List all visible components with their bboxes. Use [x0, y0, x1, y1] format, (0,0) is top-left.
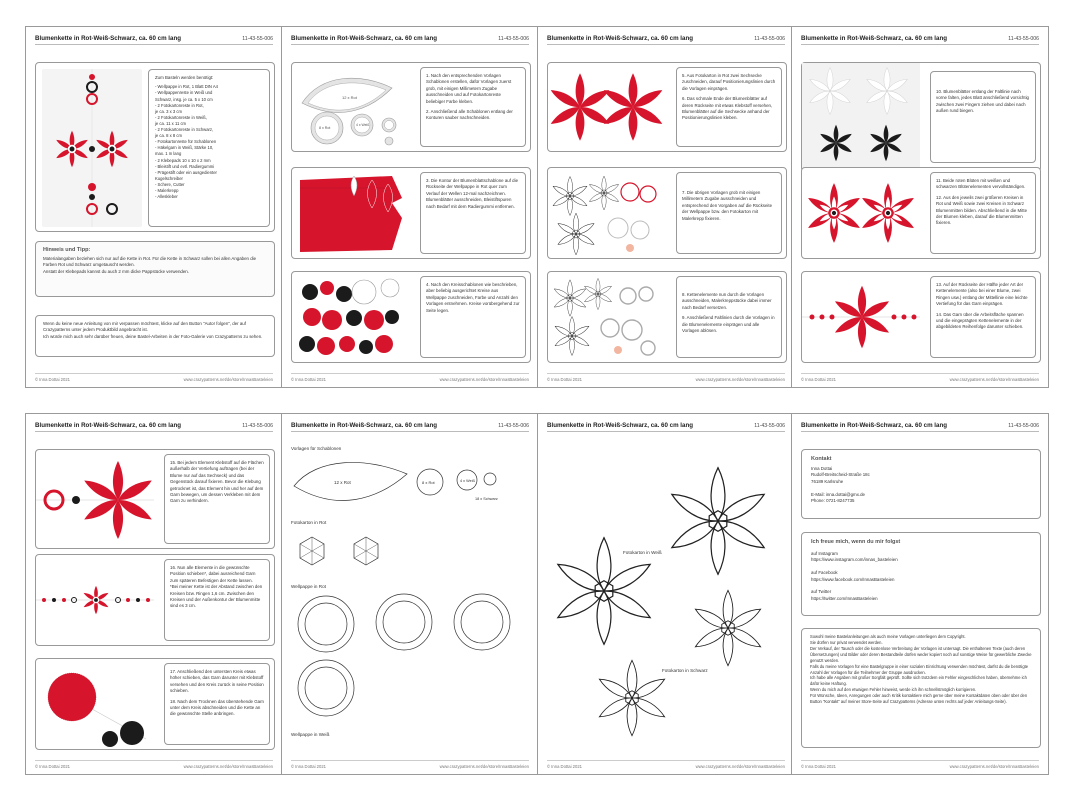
step-row-2: [35, 554, 275, 646]
step-row-3: [35, 658, 275, 750]
page-title: Blumenkette in Rot-Weiß-Schwarz, ca. 60 cm lang: [547, 35, 694, 42]
page-title: Blumenkette in Rot-Weiß-Schwarz, ca. 60 cm lang: [35, 422, 182, 429]
circle-label-1: 8 x Rot: [319, 126, 331, 130]
label-foto-rot: Fotokarton in Rot: [291, 520, 327, 525]
step-14: 14. Das Garn über die Arbeitsfläche spannen und die eingeprägten Kettenelemente in der abgebildeten Reihenfolge darunter schieben.: [936, 311, 1024, 330]
template-c18-label: 18 x Schwarz: [475, 497, 498, 501]
page-title: Blumenkette in Rot-Weiß-Schwarz, ca. 60 cm lang: [291, 35, 438, 42]
page-title: Blumenkette in Rot-Weiß-Schwarz, ca. 60 cm lang: [547, 422, 694, 429]
step-text-box: [420, 67, 526, 147]
step-7: 7. Die übrigen Vorlagen grob mit einigen Millimetern Zugabe ausschneiden und entsprechend den Vorgaben auf die Rückseite der Wellpappe bzw. den Fotokarton mit Malerkrepp fixieren.: [682, 190, 773, 221]
copyright-text: Sowohl meine Bastelanleitungen als auch meine Vorlagen unterliegen dem Copyright. Sie dürfen nur privat verwendet werden. Der Verkauf, der Tausch oder die kostenlose Verbreitung der Vorlagen ist untersagt. Die enthaltenen Texte (auch deren Übersetzungen) und Bilder oder deren Bestandteile dürfen weder kopiert noch auf sonstige Weise für gewerbliche Zwecke genutzt werden. Falls du meine Vorlagen für eine Bastelgruppe in einer sozialen Einrichtung verwenden möchtest, darfst du die benötigte Anzahl der Vorlagen für die Teilnehmer der Gruppe ausdrucken. Ich habe alle Angaben mit großer Sorgfalt geprüft. Sollte sich trotzdem ein Fehler eingeschlichen haben, übernehme ich dafür keine Haftung. Wenn du mich auf den etwaigen Fehler hinweist, werde ich ihn schnellstmöglich korrigieren. Für Wünsche, Ideen, Anregungen oder auch Kritik kontaktiere mich gerne über meine Kontaktdaten oben oder über den Button "Kontakt" auf meiner Store-Seite auf Crazypatterns (Adresse unten rechts auf jeder Anleitungs-Seite).: [810, 634, 1032, 705]
step-16: 16. Nun alle Elemente in die gewünschte Position schieben*, dabei ausreichend Garn zum späteren Befestigen der Kette lassen. *Bei meiner Kette ist der Abstand zwischen den Kreisen bzw. Ringen 1,6 cm. Zwischen den Kreisen und der Außenkontur der Blumenmitte sind es 3 cm.: [170, 565, 263, 609]
step-text-box: [676, 172, 782, 254]
contact-box: [801, 449, 1041, 519]
footer-link[interactable]: www.crazypatterns.net/de/store/InnasBasteleien: [695, 377, 785, 382]
page-7: [537, 413, 795, 775]
step-2: 2. Anschließend alle Schablonen entlang der Konturen sauber nachschneiden.: [426, 108, 513, 121]
step-4: 4. Nach den Kreisschablonen wie beschrieben, aber beliebig ausgerichtet Kreise aus Wellpappe zuschneiden, Farbe und Anzahl den Vorlagen entnehmen. Kreise vorübergehend zur Seite legen.: [426, 282, 520, 313]
footer-link[interactable]: www.crazypatterns.net/de/store/InnasBasteleien: [949, 764, 1039, 769]
circle-label-2: 4 x Weiß: [356, 123, 370, 127]
step-3: 3. Die Kontur der Blumenblattschablone auf die Rückseite der Wellpappe in Rot quer zum Verlauf der Wellen 12-mal nachzeichnen. Blumenblätter ausschneiden, Bleistiftspuren nach Bedarf mit dem Radiergummi entfernen.: [426, 178, 519, 209]
step-15: 15. Bei jedem Element Klebstoff auf die Flächen außerhalb der Vertiefung auftragen (bei der Blume nur auf das Sechseck) und das Gegenstück darauf fixieren. Bevor die Klebung getrocknet ist, das Element hin und her auf dem Garn bewegen, um dessen Verkleben mit dem Garn zu verhindern.: [170, 460, 264, 504]
step-row-2: [801, 167, 1041, 259]
page-2: [281, 26, 539, 388]
label-well-rot: Wellpappe in Rot: [291, 584, 326, 589]
step-1: 1. Nach den entsprechenden Vorlagen Schablonen erstellen, dafür Vorlagen zuerst grob, mit einigen Millimetern Zugabe ausschneiden und auf Fotokartonreste beliebiger Farbe kleben.: [426, 73, 512, 104]
page-5: [25, 413, 283, 775]
materials-list: [148, 69, 270, 227]
footer-copyright: © Inna Dottai 2021: [547, 377, 582, 382]
step-text-box: [164, 663, 270, 745]
footer-copyright: © Inna Dottai 2021: [801, 377, 836, 382]
finish-photo: [36, 659, 154, 749]
cut-pieces-photo: [548, 272, 666, 362]
petals-photo: [292, 168, 410, 258]
page-title: Blumenkette in Rot-Weiß-Schwarz, ca. 60 cm lang: [291, 422, 438, 429]
product-code: 11-43-55-006: [754, 36, 785, 42]
step-text-box: [676, 67, 782, 147]
step-row-3: [547, 271, 787, 363]
follow-text: Wenn du keine neue Anleitung von mir verpassen möchtest, klicke auf den Button "Autor folgen", der auf Crazypatterns unter jedem Produktbild angebracht ist. Ich würde mich auch sehr darüber freuen, deine Bastel-Arbeiten in der Foto-Galerie von Crazypatterns zu sehen.: [43, 321, 263, 339]
label-templates: Vorlagen für Schablonen: [291, 446, 342, 451]
step-row-3: [291, 271, 531, 363]
product-code: 11-43-55-006: [498, 36, 529, 42]
footer-link[interactable]: www.crazypatterns.net/de/store/InnasBasteleien: [439, 764, 529, 769]
follow-title: Ich freue mich, wenn du mir folgst: [811, 539, 901, 545]
step-text-box: [930, 71, 1036, 163]
step-row-1: [35, 449, 275, 549]
step-11: 11. Beide roten Blüten mit weißen und schwarzen Blütenelementen vervollständigen.: [936, 178, 1026, 190]
footer-link[interactable]: www.crazypatterns.net/de/store/InnasBasteleien: [949, 377, 1039, 382]
chain-layout-photo: [802, 272, 920, 362]
footer-copyright: © Inna Dottai 2021: [35, 377, 70, 382]
product-code: 11-43-55-006: [1008, 36, 1039, 42]
templates-fixed-photo: [548, 168, 666, 258]
leaf-label: 12 x Rot: [342, 95, 357, 100]
footer-copyright: © Inna Dottai 2021: [291, 764, 326, 769]
step-row-2: [291, 167, 531, 259]
templates-photo: [292, 63, 410, 151]
footer-copyright: © Inna Dottai 2021: [801, 764, 836, 769]
footer-copyright: © Inna Dottai 2021: [291, 377, 326, 382]
step-text-box: [420, 276, 526, 358]
page-3: [537, 26, 795, 388]
page-title: Blumenkette in Rot-Weiß-Schwarz, ca. 60 cm lang: [35, 35, 182, 42]
step-6: 6. Das schmale Ende der Blumenblätter auf deren Rückseite mit etwas Klebstoff versehen, Blumenblätter auf die Sechsecke anhand der Positionierungslinien kleben.: [682, 96, 773, 121]
glue-photo: [36, 450, 154, 548]
step-row-1: [547, 62, 787, 152]
step-row-1: [291, 62, 531, 152]
product-code: 11-43-55-006: [498, 423, 529, 429]
page-4: [791, 26, 1049, 388]
step-text-box: [164, 454, 270, 544]
step-13: 13. Auf der Rückseite der Hälfte jeder Art der Kettenelemente (also bei einer Blume, zwei Ringen usw.) entlang der Mittellinie eine leichte Vertiefung für das Garn einprägen.: [936, 282, 1028, 307]
step-18: 18. Nach dem Trocknen das überstehende Garn unter dem Kreis abschneiden und die Kette an die gewünschte Stelle anbringen.: [170, 698, 264, 717]
template-c4-label: 4 x Weiß: [460, 479, 475, 483]
product-code: 11-43-55-006: [242, 36, 273, 42]
hint-title: Hinweis und Tipp:: [43, 247, 91, 253]
step-17: 17. Anschließend den untersten Kreis etwas höher schieben, das Garn darunter mit Klebstoff versehen und den Kreis zurück in seine Position schieben.: [170, 669, 264, 694]
page-6: [281, 413, 539, 775]
positioning-photo: [36, 555, 154, 645]
assembled-flowers-photo: [802, 168, 920, 258]
page-8: [791, 413, 1049, 775]
step-text-box: [164, 559, 270, 641]
materials-text: - Wellpappe in Rot, 1 Blatt DIN A4 - Wellpappenreste in Weiß und Schwarz, insg. je ca. 5 x 10 cm - 2 Fotokartonreste in Rot, je ca. 3 x 3 cm - 2 Fotokartonreste in Weiß, je ca. 11 x 11 cm - 2 Fotokartonreste in Schwarz, je ca. 8 x 8 cm - Fotokartonreste für Schablonen - Häkelgarn in Weiß, Stärke 10, max. 1 m lang - 2 Klebepads 10 x 10 x 2 mm - Bleistift und evtl. Radiergummi - Prägestift oder ein ausgedienter Kugelschreiber - Schere, Cutter - Malerkrepp - Alleskleber: [155, 84, 218, 200]
page-title: Blumenkette in Rot-Weiß-Schwarz, ca. 60 cm lang: [801, 422, 948, 429]
footer-link[interactable]: www.crazypatterns.net/de/store/InnasBasteleien: [183, 377, 273, 382]
contact-text[interactable]: Inna Dottai Rudolf-Breitscheid-Straße 18c 76189 Karlsruhe E-Mail: inna.dottai@gmx.de Phone: 0721-8247735: [811, 466, 870, 503]
social-box: [801, 532, 1041, 616]
step-text-box: [420, 172, 526, 254]
product-code: 11-43-55-006: [242, 423, 273, 429]
template-leaf-label: 12 x Rot: [334, 480, 351, 485]
flower-templates: [538, 436, 796, 756]
step-8: 8. Kettenelemente nun durch die Vorlagen ausschneiden, Malerkreppstücke dabei immer nach Bedarf versetzen.: [682, 292, 772, 310]
step-text-box: [930, 276, 1036, 358]
step-text-box: [930, 172, 1036, 254]
label-well-weiss: Wellpappe in Weiß: [291, 732, 330, 737]
step-text-box: [676, 276, 782, 358]
footer-link[interactable]: www.crazypatterns.net/de/store/InnasBasteleien: [695, 764, 785, 769]
materials-intro: Zum Basteln werden benötigt:: [155, 75, 214, 80]
social-links[interactable]: auf Instagram https://www.instagram.com/innas_basteleien auf Facebook https://www.facebook.com/InnasBasteleien auf Twitter https://twitter.com/InnasBasteleien: [811, 551, 898, 601]
label-foto-schwarz: Fotokarton in Schwarz: [662, 668, 708, 673]
necklace-photo: [42, 69, 142, 227]
footer-copyright: © Inna Dottai 2021: [35, 764, 70, 769]
footer-link[interactable]: www.crazypatterns.net/de/store/InnasBasteleien: [183, 764, 273, 769]
template-shapes: [282, 452, 540, 752]
step-12: 12. Aus den jeweils zwei größeren Kreisen in Rot und Weiß sowie zwei Kreisen in Schwarz Blumenmitten bilden. Abschließend in die Mitte der Blumen kleben, darauf die Blumenmitten fixieren.: [936, 194, 1028, 226]
page-title: Blumenkette in Rot-Weiß-Schwarz, ca. 60 cm lang: [801, 35, 948, 42]
step-row-2: [547, 167, 787, 259]
footer-copyright: © Inna Dottai 2021: [547, 764, 582, 769]
materials-box: [35, 62, 275, 232]
red-flowers-photo: [548, 63, 666, 151]
folded-petals-photo: [802, 63, 920, 171]
copyright-box: [801, 628, 1041, 748]
footer-link[interactable]: www.crazypatterns.net/de/store/InnasBasteleien: [439, 377, 529, 382]
step-row-1: [801, 62, 1041, 172]
circles-photo: [292, 272, 410, 362]
step-5: 5. Aus Fotokarton in Rot zwei Sechsecke zuschneiden, darauf Positionierungslinien durch die Vorlagen einprägen.: [682, 73, 776, 91]
product-code: 11-43-55-006: [754, 423, 785, 429]
step-9: 9. Anschließend Faltlinien durch die Vorlagen in die Blumenelemente einprägen und alle Vorlagen ablösen.: [682, 315, 775, 333]
label-foto-weiss: Fotokarton in Weiß: [623, 550, 662, 555]
step-10: 10. Blumenblätter entlang der Faltlinie nach vorne falten, jedes Blatt anschließend vorsichtig zwischen zwei Fingern ziehen und dabei nach außen rund biegen.: [936, 89, 1029, 114]
page-1: [25, 26, 283, 388]
product-code: 11-43-55-006: [1008, 423, 1039, 429]
hint-text: Materialangaben beziehen sich nur auf die Kette in Rot. Für die Kette in Schwarz sollen bei allen Angaben die Farben Rot und Schwarz umgetauscht werden. Anstatt der Klebepads kannst du auch 2 mm dicke Pappstücke verwenden.: [43, 256, 257, 274]
step-row-3: [801, 271, 1041, 363]
contact-title: Kontakt: [811, 456, 832, 462]
follow-box: [35, 315, 275, 357]
hint-box: [35, 241, 275, 297]
template-c8-label: 8 x Rot: [422, 480, 435, 485]
